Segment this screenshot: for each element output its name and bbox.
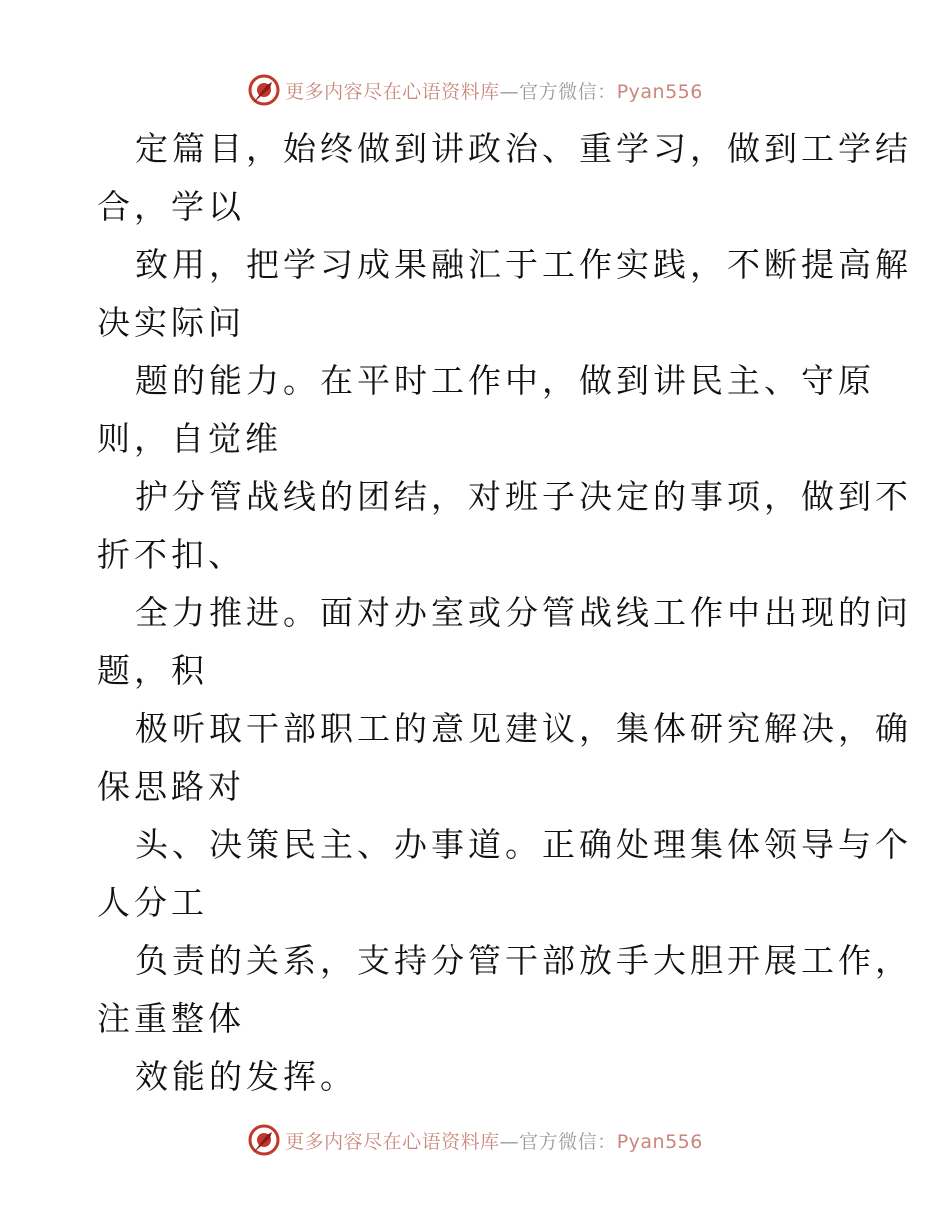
paragraph: 负责的关系，支持分管干部放手大胆开展工作， 注重整体 [97,941,912,1038]
paragraph: 全力推进。面对办室或分管战线工作中出现的问 题，积 [97,593,912,690]
document-body [97,120,912,1106]
pen-logo-icon [247,73,281,107]
watermark-wechat-label: 官方微信： [519,80,617,103]
paragraph: 定篇目，始终做到讲政治、重学习，做到工学结 合，学以 [97,129,912,226]
paragraph: 效能的发挥。 [135,1057,357,1096]
watermark-separator: — [499,80,520,103]
watermark-separator: — [499,1130,520,1153]
paragraph: 题的能力。在平时工作中，做到讲民主、守原 则，自觉维 [97,361,875,458]
paragraph: 头、决策民主、办事道。正确处理集体领导与个 人分工 [97,825,912,922]
watermark-wechat-handle: Pyan556 [616,1130,703,1153]
paragraph: 护分管战线的团结，对班子决定的事项，做到不 折不扣、 [97,477,912,574]
footer-watermark [0,1120,950,1160]
watermark-title: 更多内容尽在心语资料库 [285,80,500,103]
pen-logo-icon [247,1123,281,1157]
paragraph: 致用，把学习成果融汇于工作实践，不断提高解 决实际问 [97,245,912,342]
header-watermark [0,70,950,110]
watermark-wechat-label: 官方微信： [519,1130,617,1153]
paragraph: 极听取干部职工的意见建议，集体研究解决，确 保思路对 [97,709,912,806]
watermark-title: 更多内容尽在心语资料库 [285,1130,500,1153]
watermark-wechat-handle: Pyan556 [616,80,703,103]
